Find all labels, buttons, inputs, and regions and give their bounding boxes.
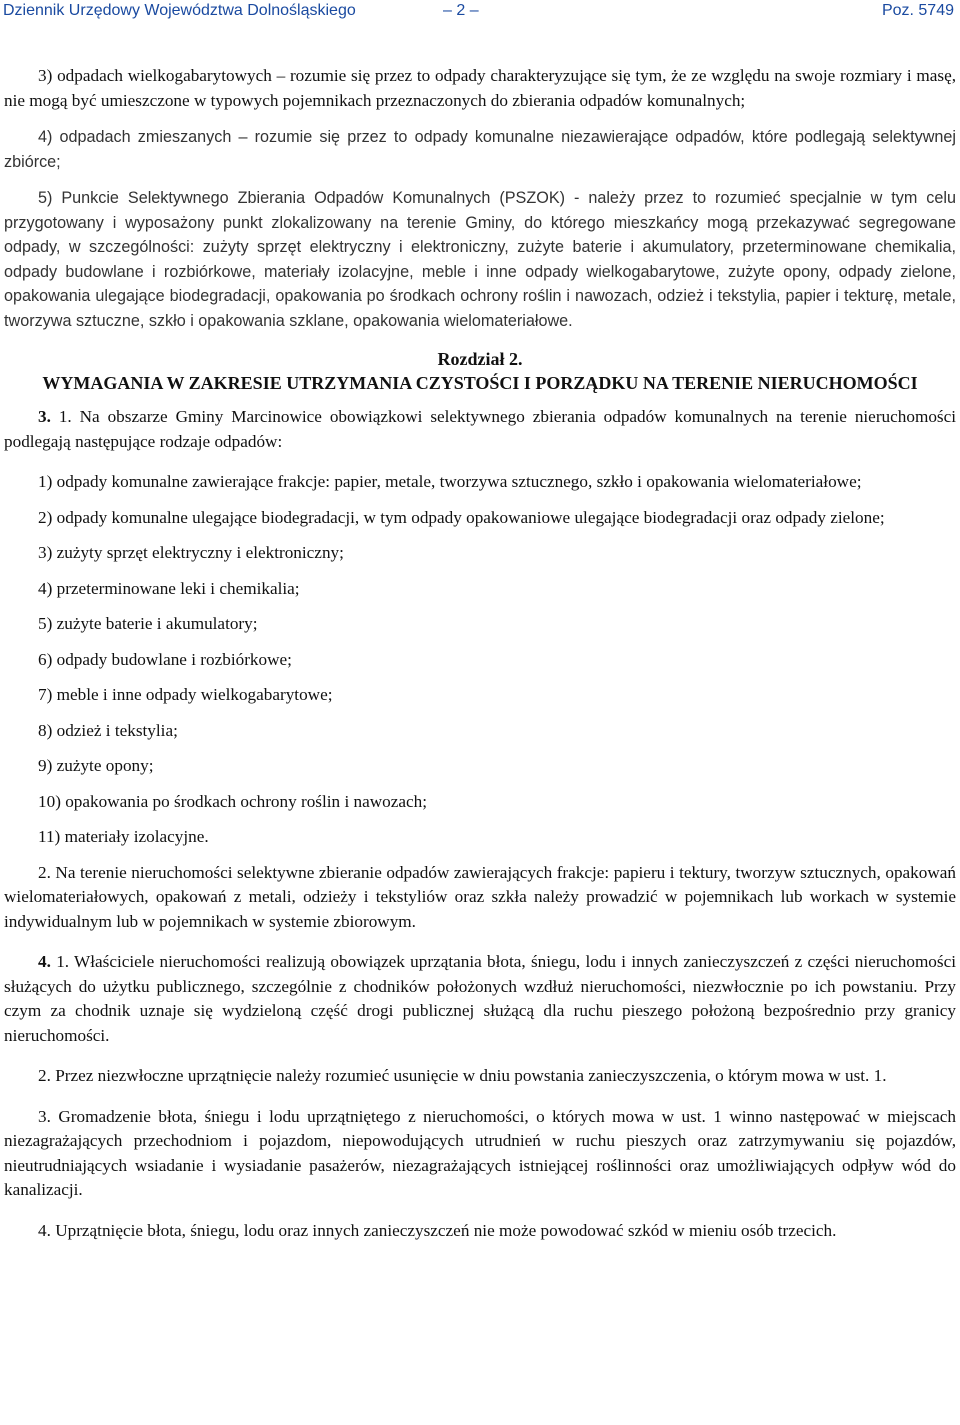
- document-body: [4, 64, 956, 1255]
- section-4-label: 4.: [38, 952, 51, 971]
- journal-title: Dziennik Urzędowy Województwa Dolnośląskiego: [3, 2, 356, 19]
- waste-type-item: 11) materiały izolacyjne.: [38, 827, 209, 846]
- waste-type-item: 5) zużyte baterie i akumulatory;: [38, 614, 258, 633]
- section-4-ust1-label: 1.: [56, 952, 70, 971]
- section-4-ust1-text: Właściciele nieruchomości realizują obowiązek uprzątania błota, śniegu, lodu i innych zanieczyszczeń z części nieruchomości służących do użytku publicznego, szczególnie z chodników położonych wzdłuż nieruchomości, niezwłocznie po ich powstaniu. Przy czym za chodnik uznaje się wydzieloną część drogi publicznej służącą dla ruchu pieszego położoną bezpośrednio przy granicy nieruchomości.: [4, 952, 956, 1045]
- waste-type-item: 4) przeterminowane leki i chemikalia;: [38, 578, 300, 598]
- waste-type-item: 10) opakowania po środkach ochrony roślin i nawozach;: [38, 791, 427, 811]
- waste-type-item: 7) meble i inne odpady wielkogabarytowe;: [38, 685, 333, 704]
- waste-type-item: 1) odpady komunalne zawierające frakcje: papier, metale, tworzywa sztucznego, szkło i opakowania wielomateriałowe;: [38, 472, 862, 491]
- waste-type-item: 6) odpady budowlane i rozbiórkowe;: [38, 649, 292, 669]
- page-header: [3, 0, 957, 22]
- waste-type-item: 2) odpady komunalne ulegające biodegradacji, w tym odpady opakowaniowe ulegające biodegradacji oraz odpady zielone;: [38, 507, 885, 527]
- section-3-label: 3.: [38, 407, 51, 426]
- page-number: – 2 –: [443, 2, 479, 19]
- section-3-paragraph-2: 2. Na terenie nieruchomości selektywne zbieranie odpadów zawierających frakcje: papieru i tektury, tworzyw sztucznych, opakowań wielomateriałowych, opakowań z metali, odzieży i tekstyliów oraz szkła należy prowadzić w pojemnikach lub workach w systemie indywidualnym lub w pojemnikach w systemie zbiorowym.: [4, 862, 956, 931]
- waste-type-item: 9) zużyte opony;: [38, 756, 154, 775]
- position-number: Poz. 5749: [881, 2, 954, 19]
- section-3-ust1-label: 1.: [58, 407, 72, 426]
- section-4-paragraph-2: 2. Przez niezwłoczne uprzątnięcie należy rozumieć usunięcie w dniu powstania zanieczyszczenia, o którym mowa w ust. 1.: [38, 1066, 887, 1085]
- section-4-paragraph-1: [4, 950, 956, 1048]
- section-4-paragraph-3: 3. Gromadzenie błota, śniegu i lodu uprzątniętego z nieruchomości, o których mowa w ust. 1 winno następować w miejscach niezagrażających przechodniom i pojazdom, niepowodujących utrudnień w ruchu pieszych oraz zatrzymywaniu się pojazdów, nieutrudniających wsiadanie i wysiadanie pasażerów, niezagrażających istniejącej roślinności oraz umożliwiających odpływ wód do kanalizacji.: [4, 1106, 956, 1199]
- section-3-paragraph-1: [4, 405, 956, 454]
- section-4-paragraph-4: 4. Uprzątnięcie błota, śniegu, lodu oraz innych zanieczyszczeń nie może powodować szkód w mieniu osób trzecich.: [38, 1220, 837, 1240]
- chapter-title: WYMAGANIA W ZAKRESIE UTRZYMANIA CZYSTOŚCI I PORZĄDKU NA TERENIE NIERUCHOMOŚCI: [42, 373, 918, 393]
- chapter-number: Rozdział 2.: [437, 349, 523, 369]
- definition-item: 4) odpadach zmieszanych – rozumie się przez to odpady komunalne niezawierające odpadów, które podlegają selektywnej zbiórce;: [4, 128, 956, 171]
- definition-item: 5) Punkcie Selektywnego Zbierania Odpadów Komunalnych (PSZOK) - należy przez to rozumieć specjalnie w tym celu przygotowany i wyposażony punkt zlokalizowany na terenie Gminy, do którego mieszkańcy mogą przekazywać segregowane odpady, w szczególności: zużyty sprzęt elektryczny i elektroniczny, zużyte baterie i akumulatory, przeterminowane chemikalia, odpady budowlane i rozbiórkowe, materiały izolacyjne, meble i inne odpady wielkogabarytowe, zużyte opony, odpady zielone, opakowania ulegające biodegradacji, opakowania po środkach ochrony roślin i nawozach, odzież i tekstylia, papier i tekturę, metale, tworzywa sztuczne, szkło i opakowania szklane, opakowania wielomateriałowe.: [4, 189, 956, 330]
- waste-type-item: 8) odzież i tekstylia;: [38, 720, 178, 740]
- chapter-heading: [4, 347, 956, 395]
- section-3-ust1-text: Na obszarze Gminy Marcinowice obowiązkowi selektywnego zbierania odpadów komunalnych na terenie nieruchomości podlegają następujące rodzaje odpadów:: [4, 407, 957, 451]
- definition-item: 3) odpadach wielkogabarytowych – rozumie się przez to odpady charakteryzujące się tym, że ze względu na swoje rozmiary i masę, nie mogą być umieszczone w typowych pojemnikach przeznaczonych do zbierania odpadów komunalnych;: [4, 66, 956, 110]
- waste-type-item: 3) zużyty sprzęt elektryczny i elektroniczny;: [38, 543, 344, 562]
